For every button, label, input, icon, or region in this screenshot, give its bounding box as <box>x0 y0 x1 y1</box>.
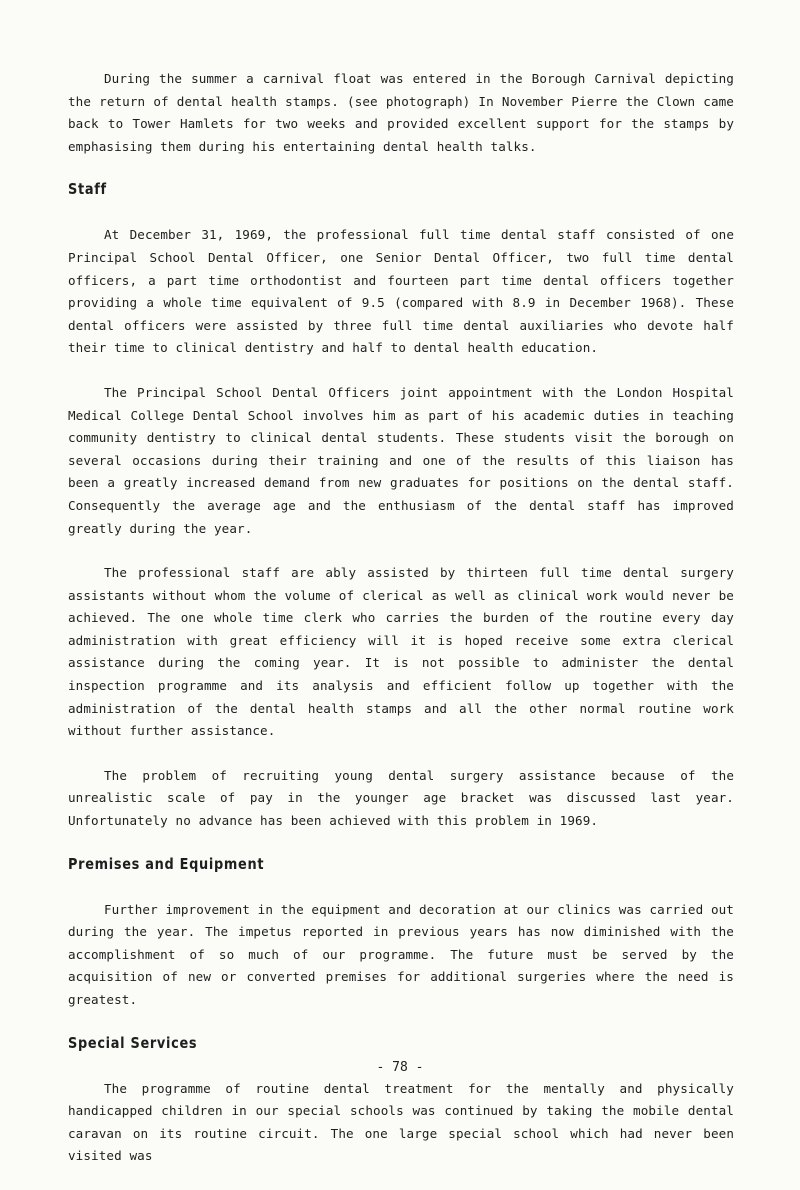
paragraph-special-services: The programme of routine dental treatment for the mentally and physically handicapped children in our special schools was continued by taking the mobile dental caravan on its routine circuit. The one large special school which had never been visited was <box>68 1080 734 1164</box>
section-heading-premises: Premises and Equipment <box>68 854 265 873</box>
paragraph-staff-composition: At December 31, 1969, the professional full time dental staff consisted of one Principal School Dental Officer, one Senior Dental Officer, two full time dental officers, a part time orthodontist and fourteen part time dental officers together providing a whole time equivalent of 9.5 (compared with 8.9 in December 1968). These dental officers were assisted by three full time dental auxiliaries who devote half their time to clinical dentistry and half to dental health education. <box>68 227 734 356</box>
paragraph-surgery-assistants: The professional staff are ably assisted by thirteen full time dental surgery assistants without whom the volume of clerical as well as clinical work would never be achieved. The one whole time clerk who carries the burden of the routine every day administration with great efficiency will it is hoped receive some extra clerical assistance during the coming year. It is not possible to administer the dental inspection programme and its analysis and efficient follow up together with the administration of the dental health stamps and all the other normal routine work without further assistance. <box>68 565 734 739</box>
paragraph-joint-appointment: The Principal School Dental Officers joint appointment with the London Hospital Medical College Dental School involves him as part of his academic duties in teaching community dentistry to clinical dental students. These students visit the borough on several occasions during their training and one of the results of this liaison has been a greatly increased demand from new graduates for positions on the dental staff. Consequently the average age and the enthusiasm of the dental staff has improved greatly during the year. <box>68 384 734 536</box>
page-number: - 78 - <box>376 1060 424 1075</box>
section-heading-special-services: Special Services <box>68 1033 198 1052</box>
paragraph-recruiting: The problem of recruiting young dental surgery assistance because of the unrealistic scale of pay in the younger age bracket was discussed last year. Unfortunately no advance has been achieved with this problem in 1969. <box>68 767 734 829</box>
paragraph-premises: Further improvement in the equipment and decoration at our clinics was carried out during the year. The impetus reported in previous years has now diminished with the accomplishment of so much of our programme. The future must be served by the acquisition of new or converted premises for additional surgeries where the need is greatest. <box>68 901 734 1007</box>
section-heading-staff: Staff <box>68 180 107 199</box>
paragraph-carnival: During the summer a carnival float was entered in the Borough Carnival depicting the return of dental health stamps. (see photograph) In November Pierre the Clown came back to Tower Hamlets for two weeks and provided excellent support for the stamps by emphasising them during his entertaining dental health talks. <box>68 71 734 154</box>
document-body <box>68 68 734 1190</box>
